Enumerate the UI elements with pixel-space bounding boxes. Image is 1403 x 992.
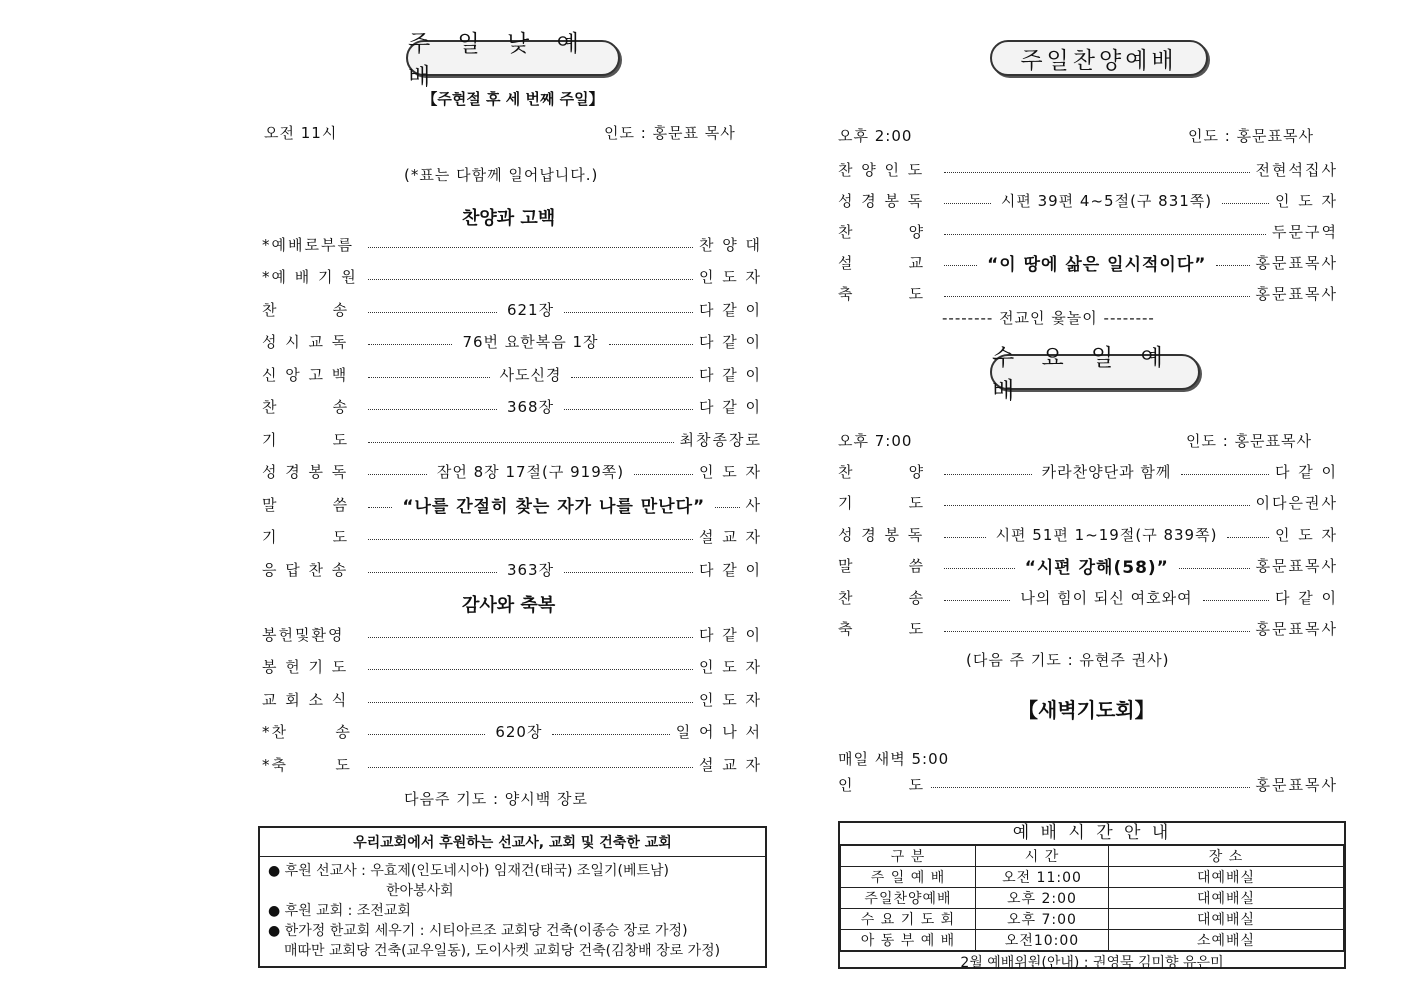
order-item-detail: 잠언 8장 17절(구 919쪽) [436,463,625,481]
order-item-person: 인 도 자 [699,463,763,481]
order-item-person: 다 같 이 [1274,462,1338,481]
order-row [262,558,762,580]
order-item-label: 찬 양 [838,462,926,481]
leader-dots [368,279,693,280]
order-row [838,492,1338,514]
order-item-label: 축 도 [838,284,926,303]
order-row [262,721,762,743]
leader-dots [571,377,693,378]
order-item-person: 인 도 자 [1275,525,1339,544]
schedule-footer: 2월 예배위원(안내) : 권영묵 김미향 유은미 [840,951,1344,974]
leader-dots [564,409,693,410]
order-item-detail: “나를 간절히 찾는 자가 나를 만난다” [402,496,706,517]
schedule-table [840,845,1344,951]
schedule-header: 장 소 [1109,846,1344,867]
order-item-detail: 368장 [506,398,555,416]
schedule-box [838,821,1346,969]
order-row [262,363,762,385]
order-item-person: 일 어 나 서 [675,723,763,741]
leader-dots [609,344,693,345]
leader-dots [564,312,693,313]
schedule-row [841,888,1344,909]
order-item-label: 응 답 찬 송 [262,560,349,579]
order-row [262,623,762,645]
schedule-cell: 대예배실 [1109,888,1344,909]
order-row [262,526,762,548]
dawn-leader-label: 인 도 [838,775,926,794]
wednesday-service-title: 수 요 일 예 배 [990,354,1200,390]
leader-dots [944,234,1266,235]
order-item-label: 찬 송 [262,398,350,416]
order-item-person: 인 도 자 [698,268,762,286]
support-building-cont: 매따만 교회당 건축(교우일동), 도이사켓 교회당 건축(김창배 장로 가정) [284,943,721,959]
order-row [262,396,762,418]
leader-dots [944,505,1250,506]
leader-dots [1179,568,1250,569]
leader-dots [715,507,739,508]
order-item-person: 다 같 이 [699,365,763,384]
leader-dots [368,247,693,248]
order-item-person: 설 교 자 [698,755,762,774]
support-heading: 우리교회에서 후원하는 선교사, 교회 및 건축한 교회 [260,828,765,857]
order-row [838,586,1338,608]
order-item-person: 최창종장로 [679,430,762,449]
schedule-row [841,909,1344,930]
leader-dots [368,344,452,345]
order-item-label: 찬 송 [262,300,350,319]
leader-dots [1227,537,1269,538]
leader-dots [931,787,1249,788]
wednesday-next-prayer: (다음 주 기도 : 유현주 권사) [966,651,1170,669]
wednesday-time: 오후 7:00 [838,432,913,450]
support-church: ● 후원 교회 : 조전교회 [268,903,411,919]
order-item-label: *예 배 기 원 [262,268,358,286]
leader-dots [368,767,693,768]
leader-dots [368,442,674,443]
leader-dots [368,507,392,508]
order-item-label: 찬 송 [838,588,926,607]
leader-dots [944,474,1032,475]
order-item-person: 다 같 이 [698,333,762,351]
order-item-person: 인 도 자 [1274,191,1338,210]
schedule-cell: 오후 7:00 [976,909,1109,930]
order-row [838,251,1338,273]
support-building: ● 한가정 한교회 세우기 : 시티아르조 교회당 건축(이종승 장로 가정) [268,923,688,939]
next-prayer: 다음주 기도 : 양시백 장로 [404,790,589,808]
leader-dots [944,568,1015,569]
schedule-cell: 오전10:00 [976,930,1109,951]
order-item-person: 다 같 이 [1275,588,1339,607]
support-org: 한아봉사회 [386,883,454,899]
order-row [262,233,762,255]
order-item-label: 성 시 교 독 [262,333,349,351]
order-row [838,158,1338,180]
dawn-leader: 홍문표목사 [1255,775,1338,794]
praise-service-title: 주일찬양예배 [990,40,1208,76]
schedule-header-row [841,846,1344,867]
leader-dots [368,409,497,410]
order-item-label: 말 씀 [262,495,350,514]
leader-dots [368,572,497,573]
leader-dots [368,734,485,735]
order-item-person: 다 같 이 [698,625,762,644]
order-item-person: 홍문표목사 [1255,253,1338,272]
schedule-cell: 수 요 기 도 회 [841,909,976,930]
leader-dots [944,172,1250,173]
order-item-label: 교 회 소 식 [262,690,349,709]
dawn-leader-row [838,773,1338,795]
leader-dots [634,474,693,475]
order-row [838,555,1338,577]
order-row [262,461,762,483]
order-item-person: 이다은권사 [1255,494,1338,512]
order-row [838,460,1338,482]
order-item-label: 기 도 [262,528,350,546]
order-row [838,523,1338,545]
leader-dots [1203,600,1269,601]
order-item-detail: 620장 [495,723,543,741]
praise-after: -------- 전교인 윷놀이 -------- [942,309,1155,327]
order-item-person: 사 [745,495,763,514]
dawn-time: 매일 새벽 5:00 [838,750,950,768]
order-row [262,428,762,450]
order-item-person: 찬 양 대 [698,235,762,254]
support-box [258,826,767,968]
support-missionaries: ● 후원 선교사 : 우효제(인도네시아) 임재건(태국) 조일기(베트남) [268,863,669,879]
order-item-label: 기 도 [838,494,926,512]
order-item-person: 다 같 이 [699,398,763,416]
leader-dots [368,474,427,475]
order-item-person: 홍문표목사 [1255,620,1338,638]
leader-dots [552,734,669,735]
order-item-person: 홍문표목사 [1255,284,1338,303]
leader-dots [368,377,490,378]
schedule-title: 예 배 시 간 안 내 [840,823,1344,845]
schedule-cell: 주일찬양예배 [841,888,976,909]
leader-dots [944,296,1250,297]
order-row [262,656,762,678]
order-row [262,298,762,320]
order-item-label: 성 경 봉 독 [262,463,349,481]
praise-leader: 인도 : 홍문표목사 [1188,127,1315,145]
leader-dots [944,600,1010,601]
schedule-cell: 오전 11:00 [976,867,1109,888]
leader-dots [368,669,693,670]
leader-dots [1181,474,1269,475]
service-time: 오전 11시 [264,124,338,142]
order-row [838,282,1338,304]
order-item-detail: “시편 강해(58)” [1024,558,1169,578]
order-item-detail: 사도신경 [499,365,562,384]
order-item-detail: 621장 [506,300,555,319]
order-item-label: *예배로부름 [262,235,354,254]
leader-dots [368,637,693,638]
leader-dots [1222,203,1269,204]
order-item-label: 찬 양 [838,222,926,241]
wednesday-leader: 인도 : 홍문표목사 [1186,432,1313,450]
order-item-detail: 시편 51편 1~19절(구 839쪽) [995,525,1218,544]
service-subtitle: 【주현절 후 세 번째 주일】 [422,90,604,108]
order-row [262,493,762,515]
order-item-label: 말 씀 [838,557,926,575]
leader-dots [564,572,693,573]
order-item-person: 다 같 이 [699,300,763,319]
order-item-label: 성 경 봉 독 [838,525,925,544]
schedule-row [841,867,1344,888]
dawn-prayer-title: 【새벽기도회】 [1018,698,1155,722]
order-item-person: 인 도 자 [698,658,762,676]
order-row [838,189,1338,211]
leader-dots [368,539,693,540]
order-row [838,618,1338,640]
order-row [262,688,762,710]
order-item-person: 두문구역 [1272,222,1338,241]
order-item-label: 봉 헌 기 도 [262,658,349,676]
praise-time: 오후 2:00 [838,127,913,145]
order-item-person: 인 도 자 [698,690,762,709]
order-item-detail: 카라찬양단과 함께 [1041,462,1172,481]
leader-dots [944,537,986,538]
order-row [838,220,1338,242]
order-item-label: 성 경 봉 독 [838,191,925,210]
leader-dots [944,203,991,204]
order-item-person: 전현석집사 [1255,160,1338,179]
schedule-cell: 대예배실 [1109,909,1344,930]
order-item-label: 찬 양 인 도 [838,160,925,179]
order-row [262,331,762,353]
order-item-detail: 363장 [506,560,555,579]
order-item-person: 설 교 자 [698,528,762,546]
schedule-cell: 소예배실 [1109,930,1344,951]
schedule-cell: 대예배실 [1109,867,1344,888]
section-thanks-blessing: 감사와 축복 [462,595,556,616]
schedule-cell: 오후 2:00 [976,888,1109,909]
order-item-label: *축 도 [262,755,352,774]
service-leader: 인도 : 홍문표 목사 [604,124,736,142]
order-item-detail: “이 땅에 삶은 일시적이다” [987,254,1207,275]
order-item-detail: 나의 힘이 되신 여호와여 [1020,588,1193,607]
leader-dots [944,265,977,266]
section-praise-confession: 찬양과 고백 [462,208,556,229]
schedule-cell: 아 동 부 예 배 [841,930,976,951]
order-item-label: 축 도 [838,620,926,638]
order-row [262,753,762,775]
order-item-person: 다 같 이 [699,560,763,579]
order-item-label: 신 앙 고 백 [262,365,349,384]
leader-dots [944,631,1250,632]
schedule-header: 구 분 [841,846,976,867]
main-service-title: 주 일 낮 예 배 [406,40,620,76]
order-item-detail: 76번 요한복음 1장 [462,333,599,351]
order-item-person: 홍문표목사 [1255,557,1339,575]
order-item-label: 설 교 [838,253,926,272]
order-item-label: 봉헌및환영 [262,625,345,644]
order-item-detail: 시편 39편 4~5절(구 831쪽) [1000,191,1213,210]
order-item-label: 기 도 [262,430,350,449]
schedule-cell: 주 일 예 배 [841,867,976,888]
leader-dots [1216,265,1249,266]
order-item-label: *찬 송 [262,723,352,741]
leader-dots [368,312,497,313]
schedule-header: 시 간 [976,846,1109,867]
order-row [262,266,762,288]
standing-note: (*표는 다함께 일어납니다.) [404,166,599,184]
schedule-row [841,930,1344,951]
leader-dots [368,702,693,703]
